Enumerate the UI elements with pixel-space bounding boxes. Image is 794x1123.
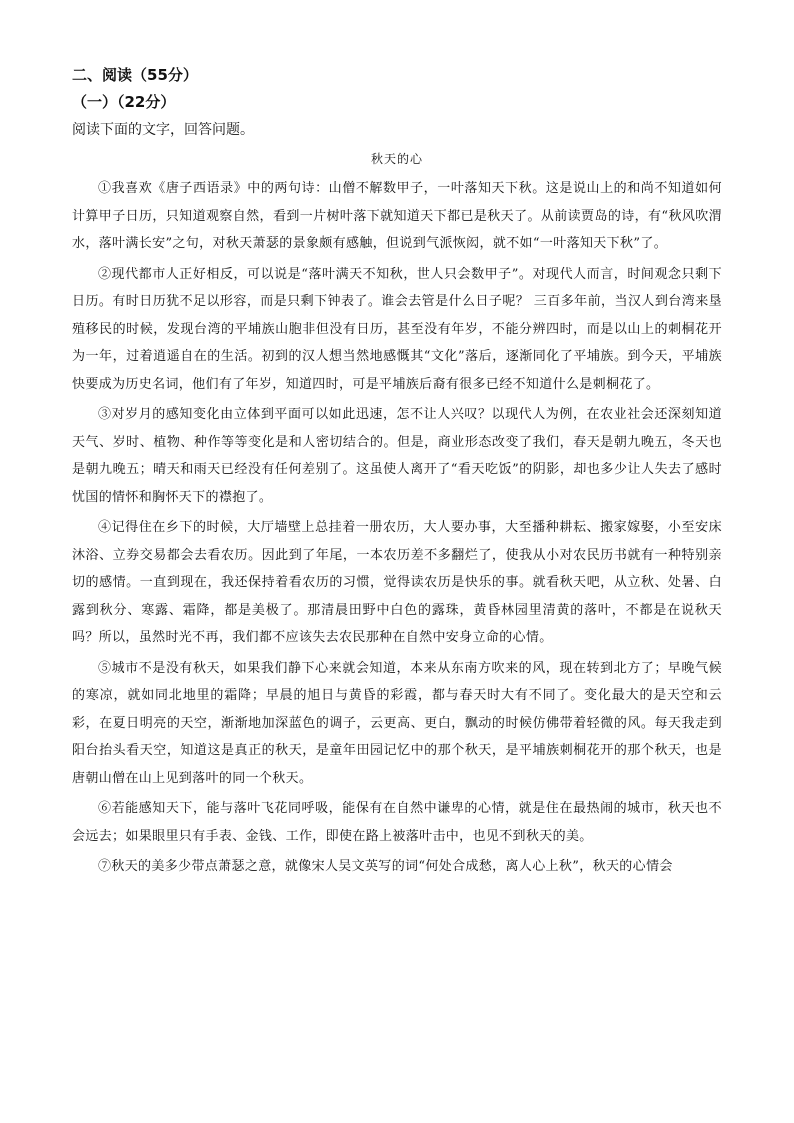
passage-paragraph-6: ⑥若能感知天下，能与落叶飞花同呼吸，能保有在自然中谦卑的心情，就是住在最热闹的城市，秋天也不会远去；如果眼里只有手表、金钱、工作，即使在路上被落叶击中，也见不到秋天的美。 — [72, 801, 722, 844]
passage-paragraph-2: ②现代都市人正好相反，可以说是“落叶满天不知秋，世人只会数甲子”。对现代人而言，时间观念只剩下日历。有时日历犹不足以形容，而是只剩下钟表了。谁会去管是什么日子呢？ 三百多年前，当汉人到台湾来垦殖移民的时候，发现台湾的平埔族山胞非但没有日历，甚至没有年岁，不能分辨四时，而是以山上的刺桐花开为一年，过着逍遥自在的生活。初到的汉人想当然地感慨其“文化”落后，逐渐同化了平埔族。到今天，平埔族快要成为历史名词，他们有了年岁，知道四时，可是平埔族后裔有很多已经不知道什么是刺桐花了。 — [72, 266, 722, 392]
passage-paragraph-7: ⑦秋天的美多少带点萧瑟之意，就像宋人吴文英写的词“何处合成愁，离人心上秋”，秋天的心情会 — [98, 859, 673, 874]
passage-paragraph-3: ③对岁月的感知变化由立体到平面可以如此迅速，怎不让人兴叹？以现代人为例，在农业社会还深刻知道天气、岁时、植物、种作等等变化是和人密切结合的。但是，商业形态改变了我们，春天是朝九晚五，冬天也是朝九晚五；晴天和雨天已经没有任何差别了。这虽使人离开了“看天吃饭”的阴影，却也多少让人失去了感时忧国的情怀和胸怀天下的襟抱了。 — [72, 407, 722, 505]
part-heading: （一）（22分） — [72, 93, 176, 111]
exam-page — [72, 64, 722, 884]
passage-paragraph-1: ①我喜欢《唐子西语录》中的两句诗：山僧不解数甲子，一叶落知天下秋。这是说山上的和尚不知道如何计算甲子日历，只知道观察自然，看到一片树叶落下就知道天下都已是秋天了。从前读贾岛的诗，有“秋风吹渭水，落叶满长安”之句，对秋天萧瑟的景象颇有感触，但说到气派恢闳，就不如“一叶落知天下秋”了。 — [72, 181, 722, 251]
section-heading: 二、阅读（55分） — [72, 66, 198, 84]
passage-paragraph-5: ⑤城市不是没有秋天，如果我们静下心来就会知道，本来从东南方吹来的风，现在转到北方了；早晚气候的寒凉，就如同北地里的霜降；早晨的旭日与黄昏的彩霞，都与春天时大有不同了。变化最大的是天空和云彩，在夏日明亮的天空，渐渐地加深蓝色的调子，云更高、更白，飘动的时候仿佛带着轻微的风。每天我走到阳台抬头看天空，知道这是真正的秋天，是童年田园记忆中的那个秋天，是平埔族刺桐花开的那个秋天，也是唐朝山僧在山上见到落叶的同一个秋天。 — [72, 660, 722, 786]
reading-instruction: 阅读下面的文字，回答问题。 — [72, 122, 254, 138]
passage-title: 秋天的心 — [370, 152, 423, 166]
passage-paragraph-4: ④记得住在乡下的时候，大厅墙壁上总挂着一册农历，大人要办事，大至播种耕耘、搬家嫁娶，小至安床沐浴、立券交易都会去看农历。因此到了年尾，一本农历差不多翻烂了，使我从小对农民历书就有一种特别亲切的感情。一直到现在，我还保持着看农历的习惯，觉得读农历是快乐的事。就看秋天吧，从立秋、处暑、白露到秋分、寒露、霜降，都是美极了。那清晨田野中白色的露珠，黄昏林园里清黄的落叶，不都是在说秋天吗？所以，虽然时光不再，我们都不应该失去农民那种在自然中安身立命的心情。 — [72, 520, 722, 645]
